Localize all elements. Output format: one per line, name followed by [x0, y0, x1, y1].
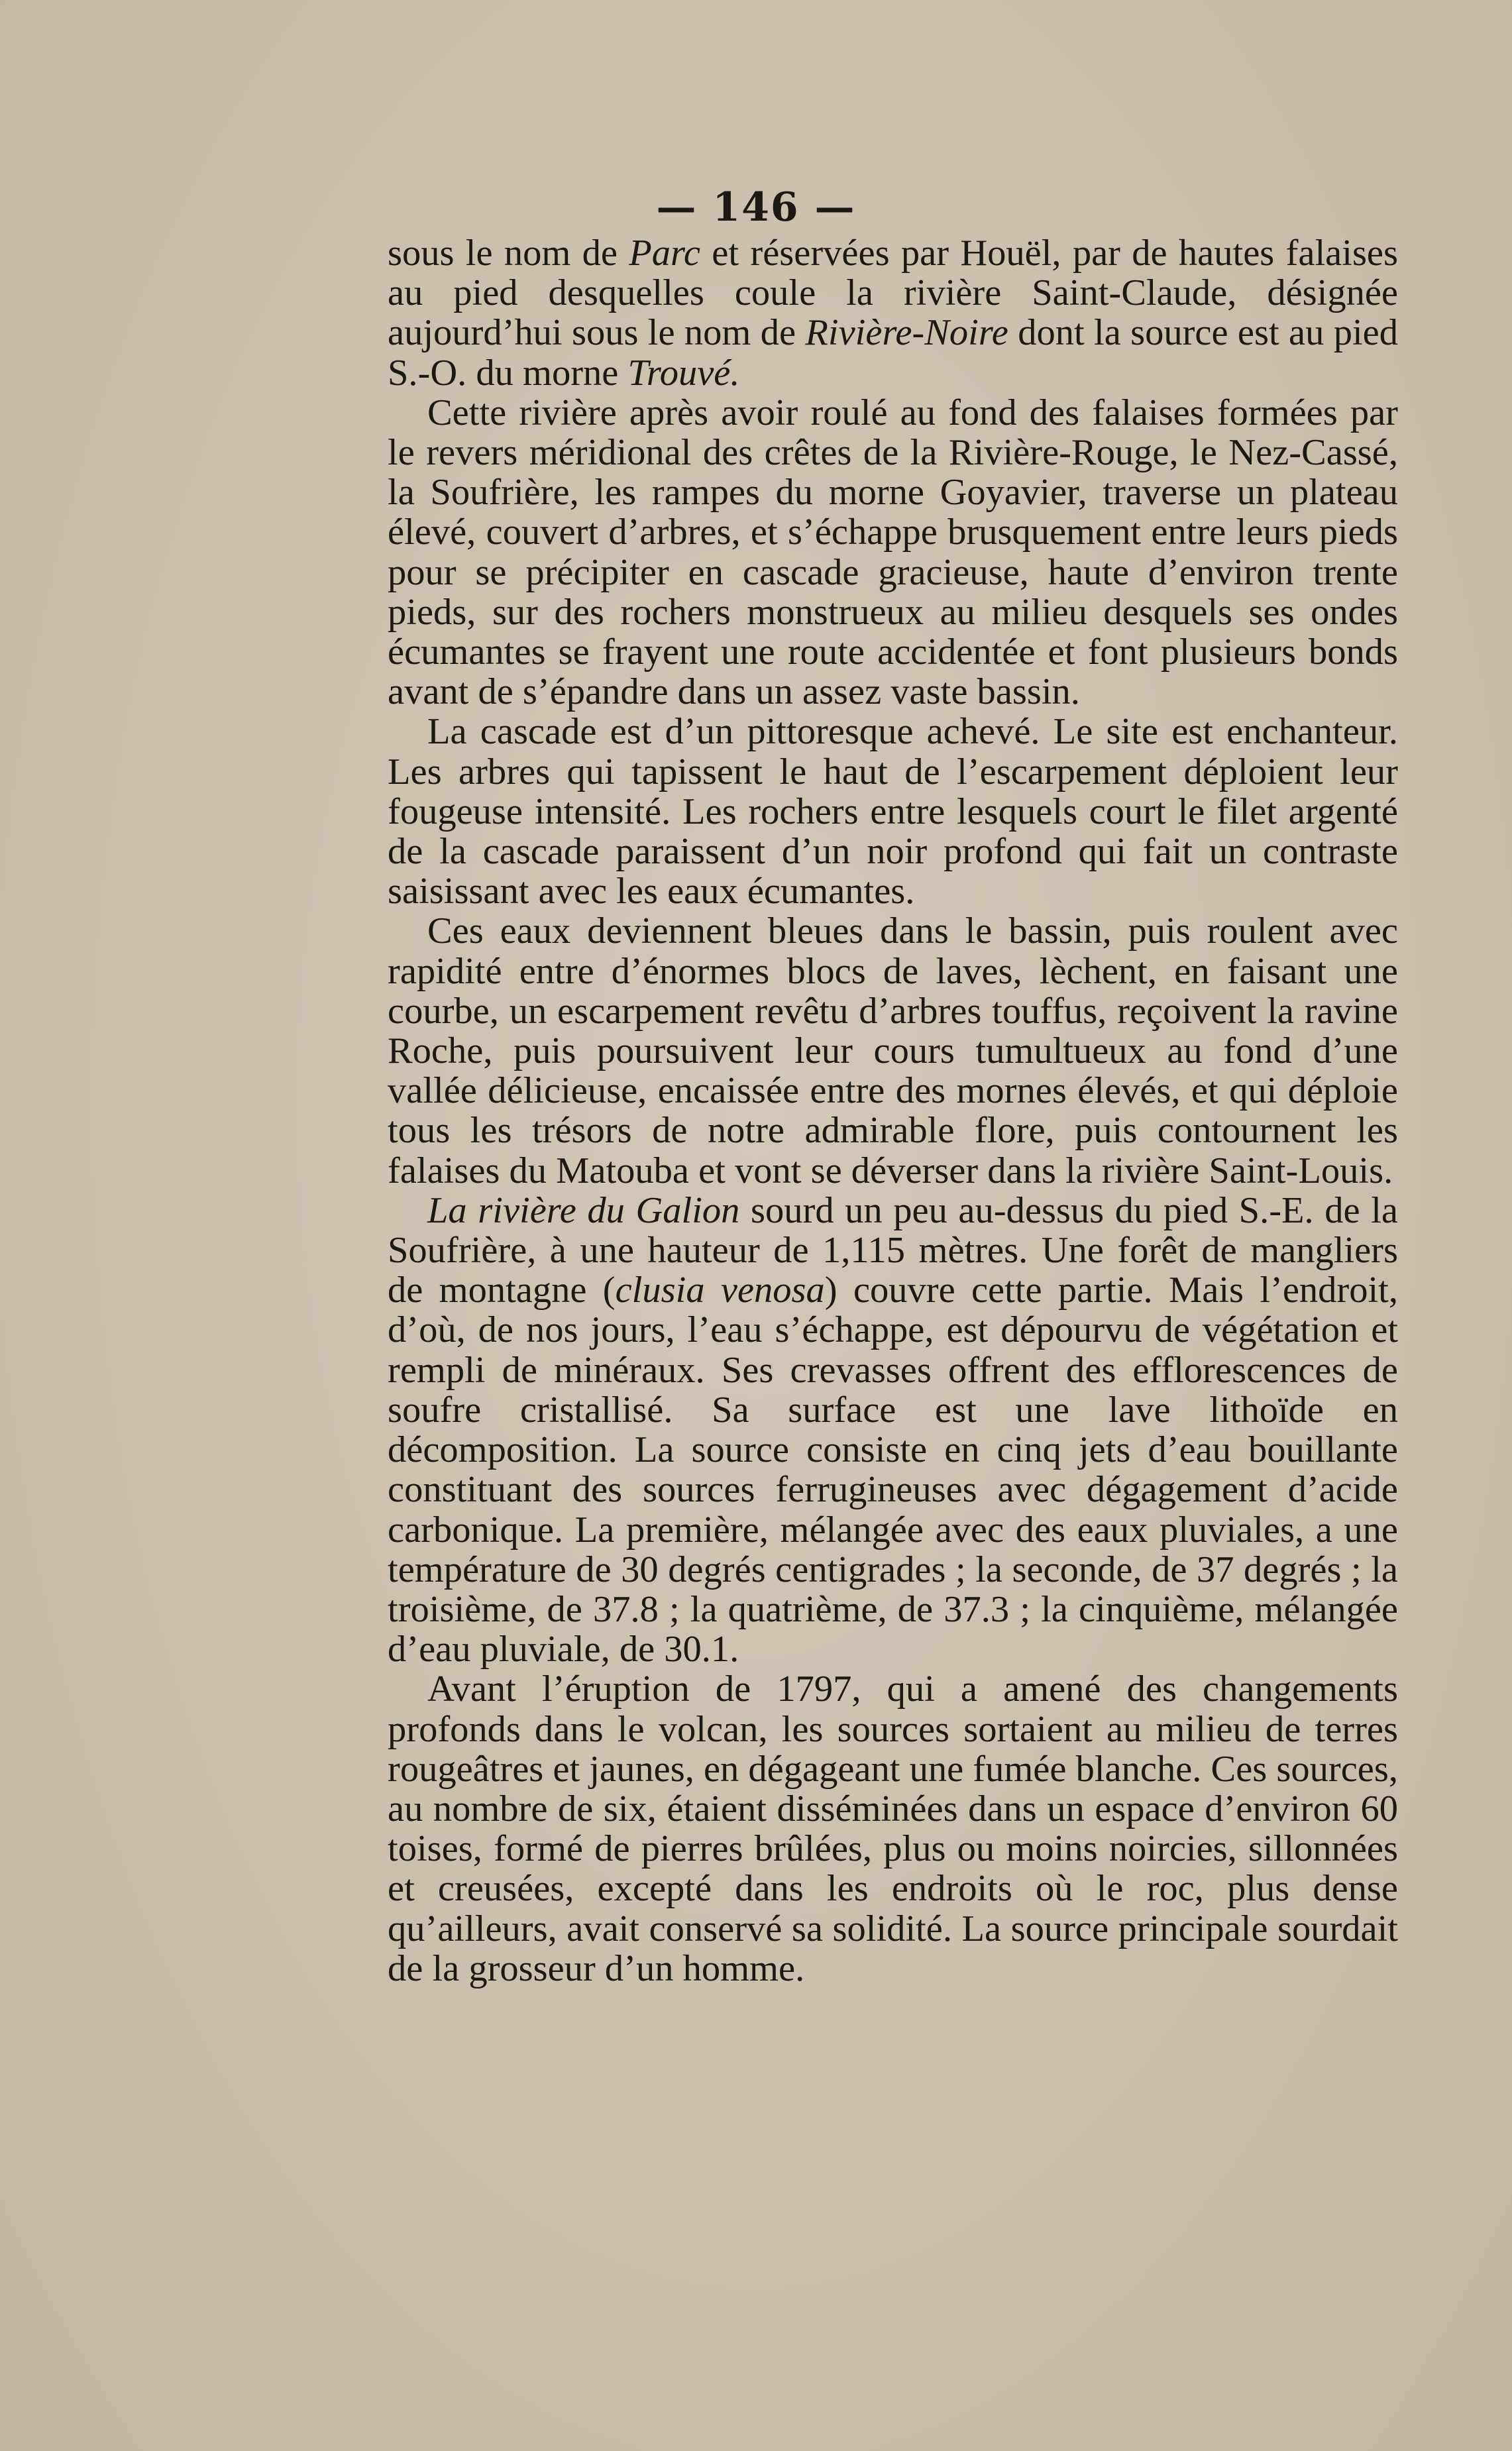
italic-text: Rivière-Noire [805, 312, 1008, 354]
text-run: Ces eaux deviennent bleues dans le bassin, puis roulent avec rapidité entre d’énormes blocs de laves, lèchent, en faisant une courbe, un escarpement revêtu d’arbres touffus, reçoivent la ravine Roche, puis poursuivent leur cours tumultueux au fond d’une vallée délicieuse, encaissée entre des mornes élevés, et qui déploie tous les trésors de notre admirable flore, puis contournent les falaises du Matouba et vont se déverser dans la rivière Saint-Louis. [388, 910, 1398, 1191]
italic-text: clusia venosa [615, 1270, 825, 1311]
body-text [388, 233, 1398, 1988]
text-run: La cascade est d’un pittoresque achevé. Le site est enchanteur. Les arbres qui tapissent le haut de l’escarpement déploient leur fougeuse intensité. Les rochers entre lesquels court le filet argenté de la cascade paraissent d’un noir profond qui fait un contraste saisissant avec les eaux écumantes. [388, 711, 1398, 912]
text-run: sourd un peu au-dessus du pied S.-E. de la Soufrière, à une hauteur de 1,115 mètres. Une forêt de mangliers de montagne ( [388, 1189, 1398, 1311]
text-run: Cette rivière après avoir roulé au fond des falaises formées par le revers méridional des crêtes de la Rivière-Rouge, le Nez-Cassé, la Soufrière, les rampes du morne Goyavier, traverse un plateau élevé, couvert d’arbres, et s’échappe brusquement entre leurs pieds pour se précipiter en cascade gracieuse, haute d’environ trente pieds, sur des rochers monstrueux au milieu desquels ses ondes écumantes se frayent une route accidentée et font plusieurs bonds avant de s’épandre dans un assez vaste bassin. [388, 392, 1398, 713]
italic-text: Parc [629, 233, 700, 274]
paragraph [388, 712, 1398, 911]
text-run: ) couvre cette partie. Mais l’endroit, d’où, de nos jours, l’eau s’échappe, est dépourvu de végétation et rempli de minéraux. Ses crevasses offrent des efflorescences de soufre cristallisé. Sa surface est une lave lithoïde en décomposition. La source consiste en cinq jets d’eau bouillante constituant des sources ferrugineuses avec dégagement d’acide carbonique. La première, mélangée avec des eaux pluviales, a une température de 30 degrés centigrades ; la seconde, de 37 degrés ; la troisième, de 37.8 ; la quatrième, de 37.3 ; la cinquième, mélangée d’eau pluviale, de 30.1. [388, 1270, 1399, 1670]
text-run: Avant l’éruption de 1797, qui a amené des changements profonds dans le volcan, les sources sortaient au milieu de terres rougeâtres et jaunes, en dégageant une fumée blanche. Ces sources, au nombre de six, étaient disséminées dans un espace d’environ 60 toises, formé de pierres brûlées, plus ou moins noircies, sillonnées et creusées, excepté dans les endroits où le roc, plus dense qu’ailleurs, avait conservé sa solidité. La source principale sourdait de la grosseur d’un homme. [388, 1668, 1398, 1989]
italic-text: La rivière du Galion [427, 1189, 740, 1231]
paragraph [388, 393, 1398, 712]
paragraph [388, 1669, 1398, 1988]
text-run: dont la source est au pied S.-O. du morne [388, 312, 1398, 394]
text-run: sous le nom de [388, 233, 629, 274]
paragraph [388, 1191, 1398, 1669]
paragraph [388, 233, 1398, 393]
paragraph [388, 911, 1398, 1190]
text-run: et réservées par Houël, par de hautes falaises au pied desquelles coule la rivière Saint-Claude, désignée aujourd’hui sous le nom de [388, 233, 1398, 354]
italic-text: Trouvé. [627, 352, 740, 394]
page-number: — 146 — [656, 184, 856, 231]
